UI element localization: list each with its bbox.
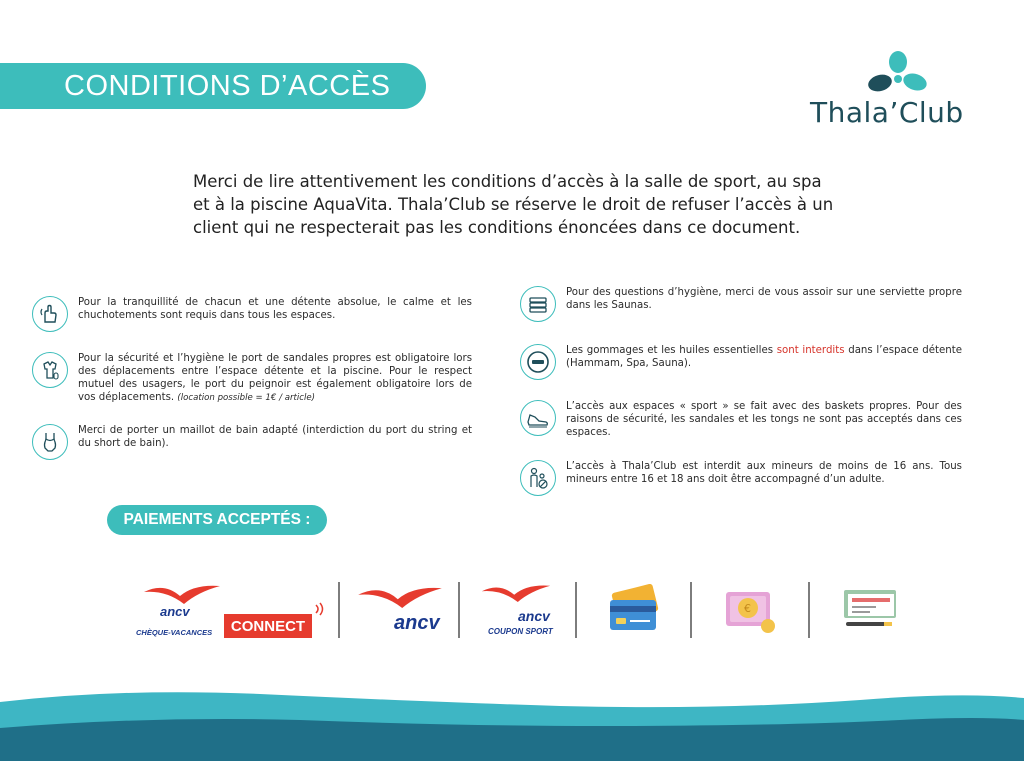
cheque-logo — [838, 586, 900, 634]
condition-sandals-bathrobe — [32, 352, 472, 405]
ancv-bird-icon — [480, 582, 552, 604]
signal-icon — [314, 602, 326, 616]
thalaclub-logo — [808, 50, 984, 130]
payment-separator — [575, 582, 577, 638]
ancv-word-coupon: ancv — [518, 608, 550, 624]
ancv-bird-icon — [356, 582, 444, 612]
condition-sandals-bathrobe-main: Pour la sécurité et l’hygiène le port de sandales propres est obligatoire lors des déplacements entre l’espace détente et la piscine. Pour le respect mutuel des usagers, le port du peignoir est également obligatoire lors de vos déplacements. — [78, 353, 472, 403]
cheque-icon — [838, 586, 900, 634]
forbidden-text-red: sont interdits — [776, 345, 845, 356]
payment-separator — [690, 582, 692, 638]
intro-paragraph: Merci de lire attentivement les conditions d’accès à la salle de sport, au spa et à la piscine AquaVita. Thala’Club se réserve le droit de refuser l’accès à un client qui ne respecterait pas les conditions énoncées dans ce document. — [193, 172, 834, 237]
svg-text:€: € — [744, 602, 751, 615]
condition-quiet — [32, 296, 472, 332]
ancv-coupon-sport-logo — [478, 580, 568, 640]
condition-minors — [520, 460, 962, 496]
condition-forbidden-products — [520, 344, 962, 380]
condition-quiet-text: Pour la tranquillité de chacun et une détente absolue, le calme et les chuchotements sont requis dans tous les espaces. — [78, 297, 472, 321]
forbidden-icon — [520, 344, 556, 380]
credit-card-icon — [606, 584, 662, 636]
sneaker-icon — [520, 400, 556, 436]
payment-separator — [808, 582, 810, 638]
logo-text: Thala’Club — [810, 96, 964, 129]
coupon-sport-label: COUPON SPORT — [488, 627, 553, 636]
ancv-logo — [352, 582, 452, 640]
rental-note: (location possible = 1€ / article) — [177, 393, 316, 403]
quiet-gesture-icon — [32, 296, 68, 332]
payment-separator — [338, 582, 340, 638]
condition-sneakers — [520, 400, 962, 439]
connect-badge: CONNECT — [224, 614, 312, 638]
ancv-cheque-vacances-connect-logo — [134, 580, 330, 642]
condition-towel — [520, 286, 962, 322]
cash-euro-icon — [722, 584, 782, 636]
payments-title: PAIEMENTS ACCEPTÉS : — [107, 505, 327, 535]
forbidden-text-after: dans l’espace détente (Hammam, Spa, Sauna). — [566, 345, 962, 369]
payment-separator — [458, 582, 460, 638]
condition-towel-text: Pour des questions d’hygiène, merci de vous assoir sur une serviette propre dans les Saunas. — [566, 287, 962, 311]
cheque-vacances-label: CHÈQUE-VACANCES — [136, 628, 213, 637]
condition-minors-text: L’accès à Thala’Club est interdit aux mineurs de moins de 16 ans. Tous mineurs entre 16 et 18 ans doit être accompagné d’un adulte. — [566, 461, 962, 485]
condition-sandals-bathrobe-text — [78, 352, 472, 405]
credit-card-logo — [606, 584, 662, 636]
ancv-word: ancv — [160, 604, 190, 619]
ancv-bird-icon — [142, 582, 222, 606]
condition-swimsuit-text: Merci de porter un maillot de bain adapté (interdiction du port du string et du short de bain). — [78, 425, 472, 449]
condition-forbidden-products-text — [566, 344, 962, 370]
condition-sneakers-text: L’accès aux espaces « sport » se fait avec des baskets propres. Pour des raisons de sécurité, les sandales et les tongs ne sont pas acceptés dans ces espaces. — [566, 401, 962, 438]
minors-icon — [520, 460, 556, 496]
towel-icon — [520, 286, 556, 322]
cash-logo — [722, 584, 782, 636]
ancv-word-large: ancv — [394, 612, 440, 634]
bottom-wave-decoration — [0, 676, 1024, 761]
swimsuit-icon — [32, 424, 68, 460]
bathrobe-sandals-icon — [32, 352, 68, 388]
page-title: CONDITIONS D’ACCÈS — [0, 63, 426, 109]
condition-swimsuit — [32, 424, 472, 460]
logo-drops-icon — [864, 50, 932, 96]
forbidden-text-before: Les gommages et les huiles essentielles — [566, 345, 777, 356]
